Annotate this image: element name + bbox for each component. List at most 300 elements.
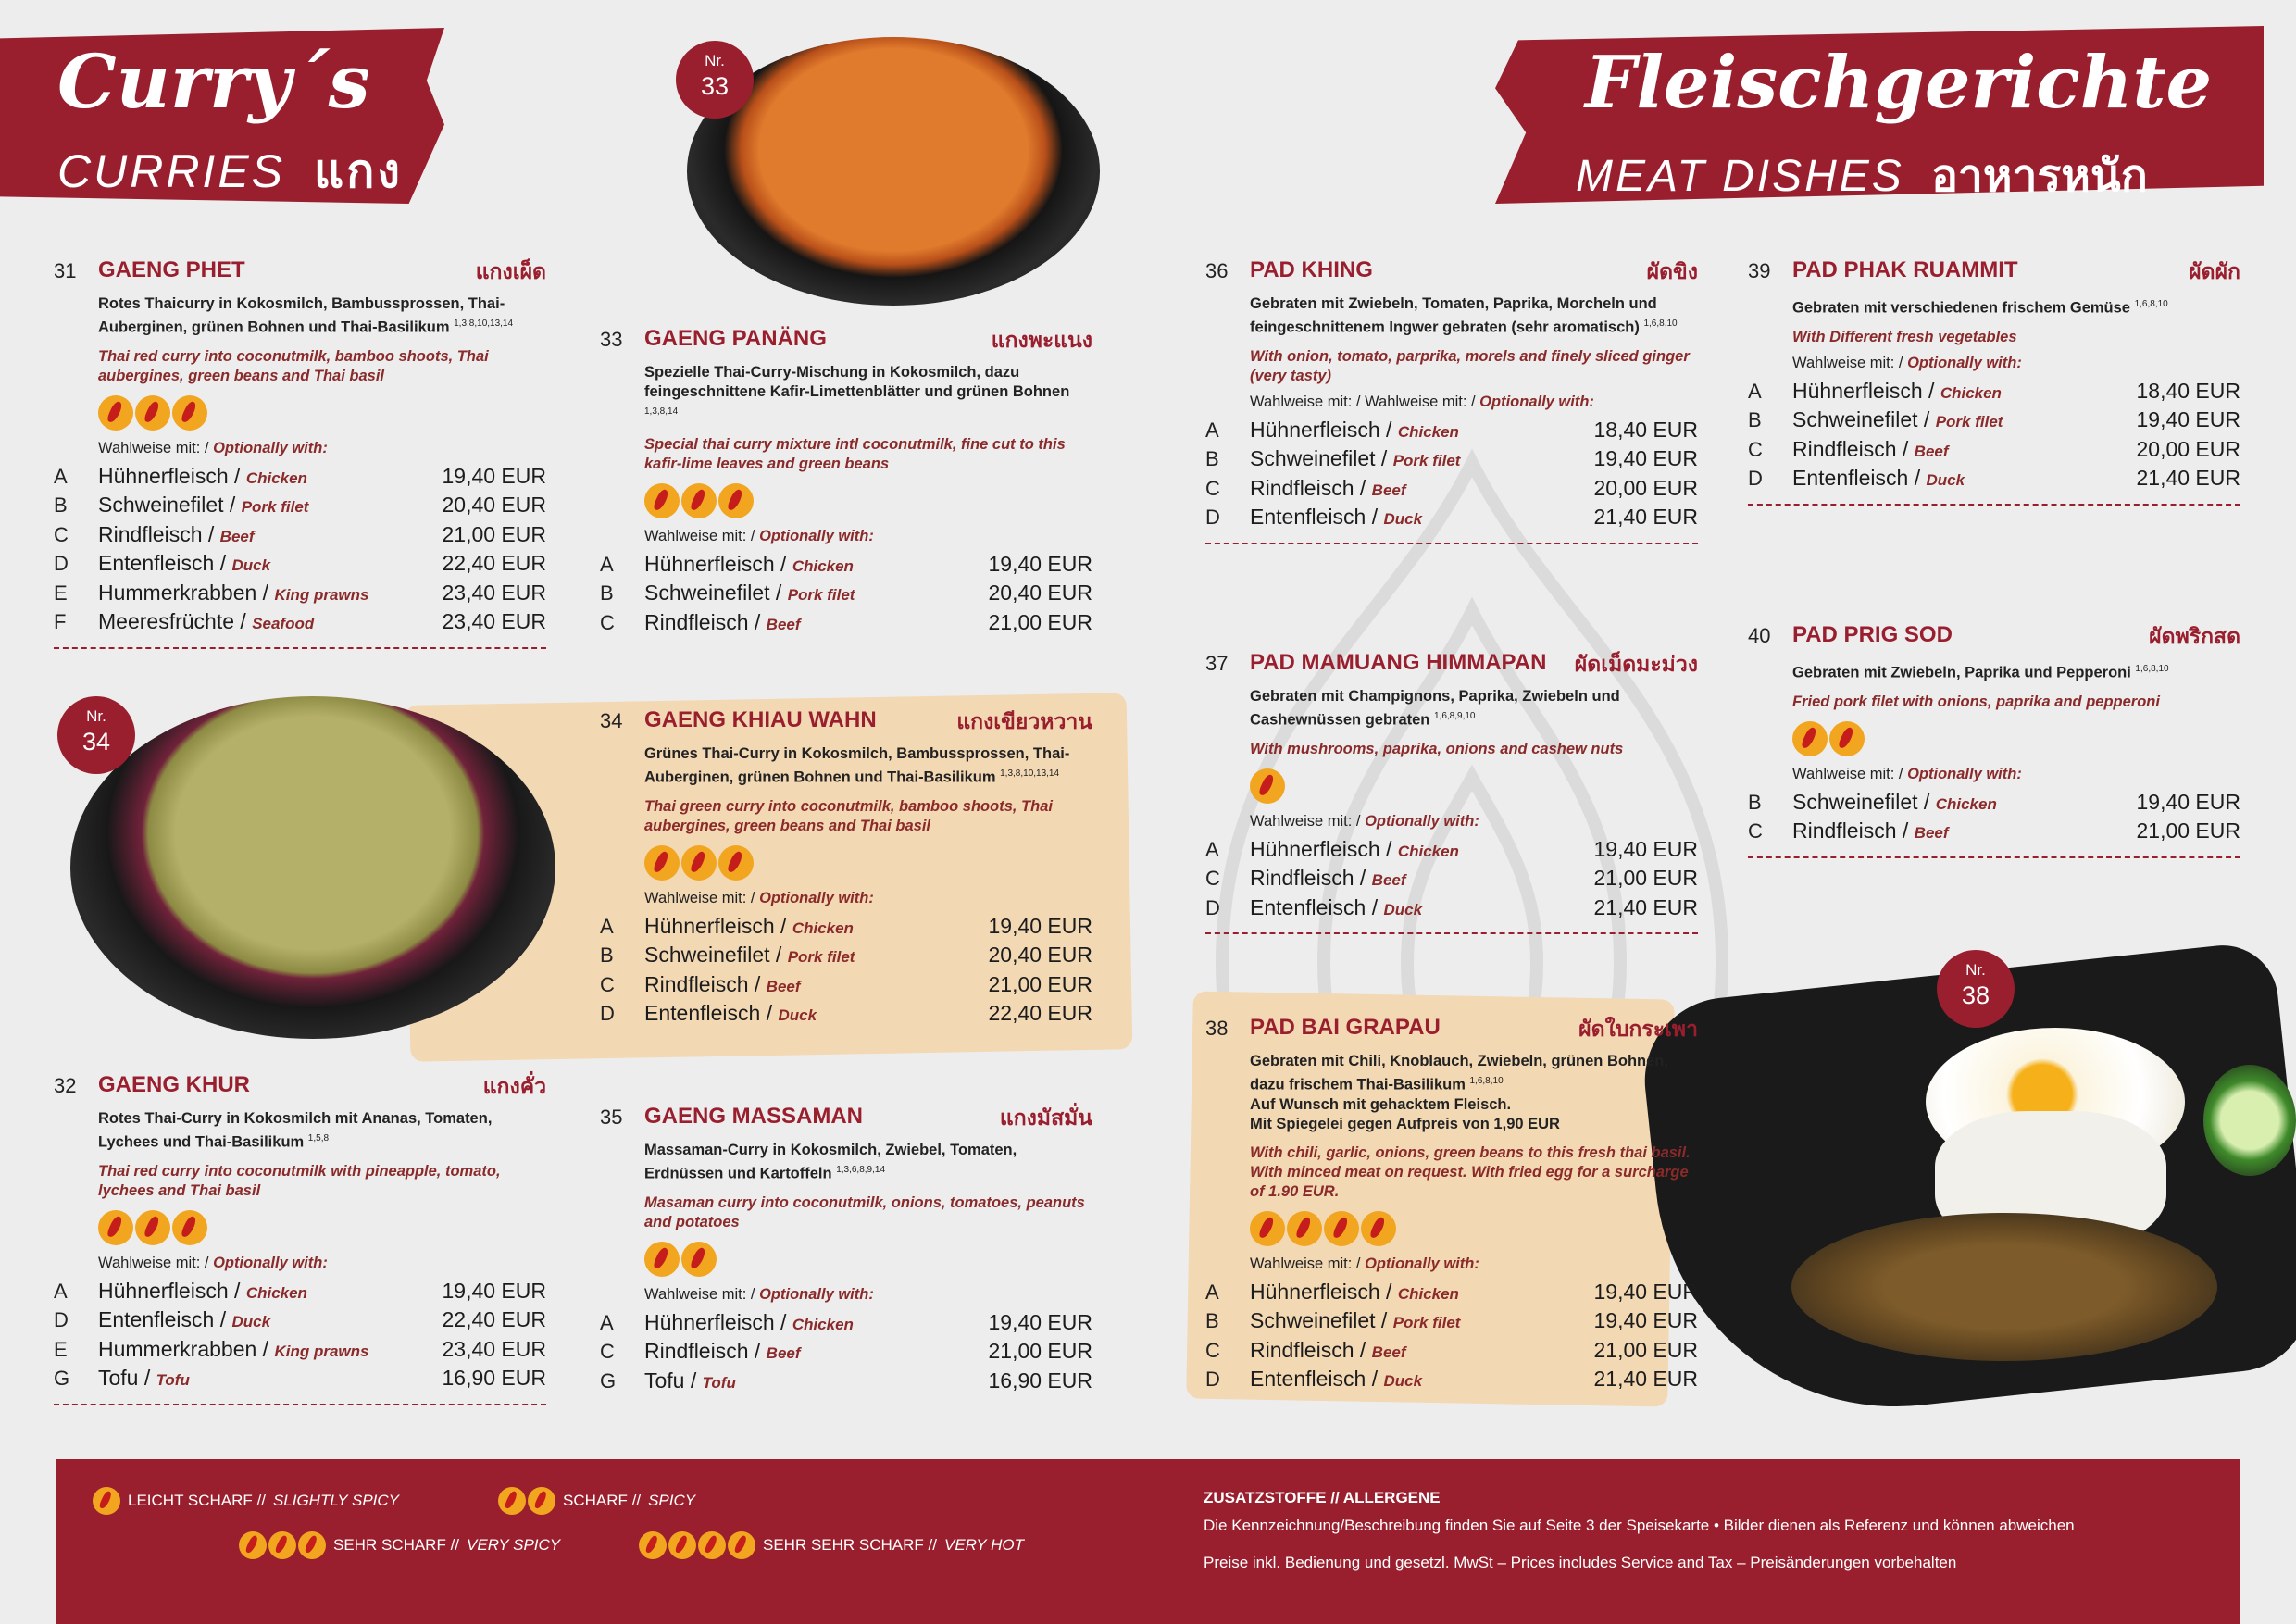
chili-icon bbox=[98, 395, 133, 431]
dish-description-de bbox=[1250, 294, 1698, 338]
dish-description-de bbox=[644, 744, 1092, 788]
price-row bbox=[1748, 816, 2240, 845]
option-price: 20,40 EUR bbox=[988, 581, 1092, 605]
option-letter: A bbox=[54, 1279, 68, 1303]
option-meat-en: Chicken bbox=[1940, 383, 2002, 402]
option-price: 19,40 EUR bbox=[2136, 789, 2240, 814]
price-row bbox=[600, 940, 1092, 969]
option-meat-en: Chicken bbox=[1935, 794, 1997, 813]
option-letter: A bbox=[1748, 379, 1762, 403]
options-label-en: Optionally with: bbox=[1365, 812, 1479, 830]
options-label bbox=[98, 1255, 546, 1272]
dish-description-en: Thai red curry into coconutmilk with pineapple, tomato, lychees and Thai basil bbox=[98, 1162, 501, 1199]
option-meat-en: Beef bbox=[766, 977, 801, 995]
dish-name: PAD KHING bbox=[1250, 257, 1373, 282]
price-list bbox=[600, 549, 1092, 637]
option-meat-de: Schweinefilet bbox=[1792, 407, 1918, 431]
option-meat: Entenfleisch / Duck bbox=[1250, 505, 1423, 529]
price-row bbox=[54, 548, 546, 578]
option-price: 21,00 EUR bbox=[1593, 866, 1698, 890]
dish-header bbox=[54, 1070, 546, 1104]
option-letter: A bbox=[54, 464, 68, 488]
option-letter: F bbox=[54, 610, 67, 633]
price-list bbox=[1748, 787, 2240, 845]
allergen-text: Die Kennzeichnung/Beschreibung finden Sie auf Seite 3 der Speisekarte • Bilder dienen als Referenz und können abweichen bbox=[1204, 1517, 2075, 1534]
option-meat-de: Hühnerfleisch bbox=[644, 551, 775, 576]
price-list bbox=[1205, 834, 1698, 922]
footer-bar bbox=[56, 1459, 2240, 1624]
option-price: 21,00 EUR bbox=[442, 521, 546, 546]
price-row bbox=[600, 607, 1092, 637]
option-meat-de: Entenfleisch bbox=[1250, 505, 1366, 529]
dish-header bbox=[600, 324, 1092, 357]
option-meat: Schweinefilet / Pork filet bbox=[644, 581, 855, 605]
options-label-de: Wahlweise mit: / Wahlweise mit: / bbox=[1250, 393, 1480, 410]
description-text: Gebraten mit Zwiebeln, Paprika und Pepperoni bbox=[1792, 664, 2131, 681]
dish-38 bbox=[1205, 1013, 1698, 1393]
chili-icon bbox=[1287, 1211, 1322, 1246]
allergen-codes: 1,6,8,10 bbox=[1643, 319, 1678, 329]
dish-thai-name: แกงเขียวหวาน bbox=[956, 710, 1092, 734]
option-meat: Entenfleisch / Duck bbox=[1250, 894, 1423, 919]
chili-icon bbox=[498, 1487, 526, 1515]
dish-thai-name: แกงมัสมั่น bbox=[999, 1106, 1092, 1131]
allergen-codes: 1,3,6,8,9,14 bbox=[836, 1165, 886, 1175]
dish-description-en: With chili, garlic, onions, green beans to this fresh thai basil. With minced meat on request. With fried egg for a surcharge of 1.90 EUR. bbox=[1250, 1143, 1691, 1200]
dish-description-en: Thai green curry into coconutmilk, bamboo shoots, Thai aubergines, green beans and Thai basil bbox=[644, 797, 1053, 834]
option-price: 19,40 EUR bbox=[988, 1309, 1092, 1334]
price-row bbox=[1748, 463, 2240, 493]
option-meat: Hühnerfleisch / Chicken bbox=[644, 1309, 854, 1334]
badge-label: Nr. bbox=[86, 707, 106, 725]
option-price: 20,40 EUR bbox=[988, 943, 1092, 967]
meat-dishes-subtitle-th: อาหารหนัก bbox=[1931, 150, 2148, 202]
option-meat-de: Tofu bbox=[644, 1368, 685, 1393]
dish-34 bbox=[600, 706, 1092, 1028]
dish-number: 39 bbox=[1748, 259, 1771, 282]
option-meat: Tofu / Tofu bbox=[644, 1368, 736, 1393]
legend-label-en: SLIGHTLY SPICY bbox=[272, 1492, 400, 1509]
option-price: 21,00 EUR bbox=[2136, 818, 2240, 843]
options-label-de: Wahlweise mit: / bbox=[1250, 812, 1366, 830]
option-price: 16,90 EUR bbox=[442, 1366, 546, 1390]
allergen-codes: 1,6,8,9,10 bbox=[1433, 711, 1476, 721]
spice-level bbox=[1250, 768, 1698, 806]
chili-icon bbox=[644, 845, 680, 881]
option-price: 19,40 EUR bbox=[1593, 1279, 1698, 1304]
option-letter: B bbox=[54, 493, 68, 517]
dish-36 bbox=[1205, 256, 1698, 544]
option-meat-en: Chicken bbox=[1397, 1284, 1459, 1303]
options-label-en: Optionally with: bbox=[213, 439, 328, 456]
meat-dishes-title: Fleischgerichte bbox=[1585, 41, 2213, 125]
options-label-en: Optionally with: bbox=[759, 889, 874, 906]
option-meat-en: Duck bbox=[778, 1006, 817, 1024]
badge-nr-34 bbox=[57, 696, 135, 774]
badge-label: Nr. bbox=[1965, 961, 1986, 979]
dish-number: 32 bbox=[54, 1074, 77, 1097]
chili-icon bbox=[172, 395, 207, 431]
dish-header bbox=[600, 706, 1092, 739]
description-text: Grünes Thai-Curry in Kokosmilch, Bambussprossen, Thai-Auberginen, grünen Bohnen und Thai-Basilikum bbox=[644, 745, 1070, 786]
dish-description-de bbox=[1792, 659, 2240, 683]
option-letter: B bbox=[600, 943, 614, 967]
option-meat: Rindfleisch / Beef bbox=[1250, 866, 1406, 890]
option-meat-en: Duck bbox=[1383, 1372, 1423, 1390]
legend-chilis bbox=[639, 1531, 755, 1559]
spice-level bbox=[1250, 1211, 1698, 1248]
dish-thai-name: แกงพะแนง bbox=[991, 329, 1092, 353]
dish-number: 36 bbox=[1205, 259, 1229, 282]
allergen-codes: 1,6,8,10 bbox=[2134, 299, 2168, 309]
badge-number: 38 bbox=[1961, 981, 1990, 1009]
legend-label-de: LEICHT SCHARF // bbox=[128, 1492, 266, 1509]
option-meat-de: Rindfleisch bbox=[1792, 436, 1897, 461]
option-meat-en: Chicken bbox=[245, 468, 307, 487]
option-letter: B bbox=[1205, 1309, 1219, 1332]
option-price: 20,40 EUR bbox=[442, 493, 546, 517]
options-label bbox=[1792, 355, 2240, 372]
options-label bbox=[1250, 394, 1698, 411]
option-meat-en: Beef bbox=[766, 615, 801, 633]
option-price: 19,40 EUR bbox=[1593, 446, 1698, 470]
option-letter: D bbox=[1205, 506, 1220, 529]
badge-number: 33 bbox=[700, 72, 730, 100]
spice-level bbox=[98, 395, 546, 432]
price-row bbox=[54, 1305, 546, 1334]
price-row bbox=[54, 606, 546, 636]
chili-icon bbox=[268, 1531, 296, 1559]
description-text: Rotes Thai-Curry in Kokosmilch mit Ananas, Tomaten, Lychees und Thai-Basilikum bbox=[98, 1110, 493, 1151]
option-meat-de: Rindfleisch bbox=[98, 521, 203, 546]
option-meat-en: Duck bbox=[1926, 471, 1965, 489]
option-meat: Schweinefilet / Chicken bbox=[1792, 789, 1997, 814]
option-meat-en: Beef bbox=[766, 1344, 801, 1362]
dish-number: 31 bbox=[54, 259, 77, 282]
chili-icon bbox=[1250, 1211, 1285, 1246]
price-row bbox=[54, 461, 546, 491]
option-price: 21,00 EUR bbox=[1593, 1337, 1698, 1362]
option-meat: Hühnerfleisch / Chicken bbox=[98, 1278, 307, 1303]
option-meat-en: Beef bbox=[1914, 824, 1949, 842]
option-letter: E bbox=[54, 1337, 68, 1361]
option-meat-de: Hühnerfleisch bbox=[1250, 836, 1380, 861]
option-meat-en: Chicken bbox=[792, 556, 854, 575]
option-price: 18,40 EUR bbox=[2136, 378, 2240, 403]
chili-icon bbox=[93, 1487, 120, 1515]
options-label bbox=[644, 528, 1092, 545]
spice-level bbox=[644, 845, 1092, 882]
option-meat: Hühnerfleisch / Chicken bbox=[1250, 836, 1459, 861]
badge-number: 34 bbox=[81, 728, 111, 756]
price-row bbox=[54, 578, 546, 607]
option-meat-en: Beef bbox=[1371, 481, 1406, 499]
chili-icon bbox=[698, 1531, 726, 1559]
option-price: 19,40 EUR bbox=[1593, 1308, 1698, 1332]
option-meat-de: Meeresfrüchte bbox=[98, 609, 235, 633]
meat-dishes-subtitle-en: MEAT DISHES bbox=[1576, 152, 1904, 201]
chili-icon bbox=[644, 1242, 680, 1277]
chili-icon bbox=[668, 1531, 696, 1559]
option-meat: Hühnerfleisch / Chicken bbox=[644, 551, 854, 576]
curries-subtitle-th: แกง bbox=[313, 144, 403, 198]
option-meat: Schweinefilet / Pork filet bbox=[1250, 1308, 1461, 1332]
dish-thai-name: ผัดขิง bbox=[1646, 260, 1698, 284]
option-meat: Rindfleisch / Beef bbox=[98, 521, 255, 546]
price-row bbox=[54, 1276, 546, 1305]
option-meat: Hühnerfleisch / Chicken bbox=[1792, 378, 2002, 403]
option-letter: D bbox=[1205, 895, 1220, 919]
price-row bbox=[600, 969, 1092, 999]
options-label-en: Optionally with: bbox=[1365, 1255, 1479, 1272]
price-row bbox=[1205, 502, 1698, 531]
option-price: 21,40 EUR bbox=[1593, 894, 1698, 919]
option-letter: E bbox=[54, 581, 68, 605]
allergen-codes: 1,5,8 bbox=[307, 1133, 330, 1143]
dish-name: GAENG PHET bbox=[98, 257, 245, 282]
price-row bbox=[1205, 443, 1698, 473]
dish-thai-name: ผัดใบกระเพา bbox=[1578, 1018, 1698, 1042]
option-meat: Schweinefilet / Pork filet bbox=[644, 943, 855, 967]
option-letter: D bbox=[54, 1308, 69, 1331]
allergen-codes: 1,3,8,10,13,14 bbox=[1000, 768, 1060, 779]
option-meat-de: Hummerkrabben bbox=[98, 580, 257, 605]
dish-header bbox=[600, 1102, 1092, 1135]
price-list bbox=[1205, 415, 1698, 531]
option-meat-en: Duck bbox=[1383, 510, 1423, 528]
option-price: 18,40 EUR bbox=[1593, 417, 1698, 442]
option-meat-de: Hühnerfleisch bbox=[1792, 378, 1923, 403]
option-price: 19,40 EUR bbox=[988, 913, 1092, 938]
option-meat-en: Chicken bbox=[792, 918, 854, 937]
option-meat-en: Pork filet bbox=[1392, 452, 1461, 469]
section-divider bbox=[1205, 543, 1698, 544]
options-label-de: Wahlweise mit: / bbox=[644, 889, 760, 906]
legend-label-de: SCHARF // bbox=[563, 1492, 642, 1509]
option-meat-de: Entenfleisch bbox=[98, 551, 215, 575]
spice-level bbox=[98, 1210, 546, 1247]
option-meat-de: Hühnerfleisch bbox=[1250, 1279, 1380, 1304]
option-price: 23,40 EUR bbox=[442, 580, 546, 605]
chili-icon bbox=[1829, 721, 1865, 756]
option-meat-de: Rindfleisch bbox=[1250, 866, 1354, 890]
options-label-de: Wahlweise mit: / bbox=[98, 1254, 214, 1271]
option-meat-en: Pork filet bbox=[1935, 413, 2003, 431]
price-row bbox=[54, 490, 546, 519]
curries-title: Curry´s bbox=[57, 38, 370, 125]
option-meat-de: Entenfleisch bbox=[98, 1307, 215, 1331]
dish-thai-name: ผัดผัก bbox=[2189, 260, 2240, 284]
chili-icon bbox=[135, 395, 170, 431]
photo-cucumber bbox=[2203, 1065, 2296, 1176]
option-meat-de: Rindfleisch bbox=[1792, 818, 1897, 843]
options-label-en: Optionally with: bbox=[1479, 393, 1594, 410]
option-letter: A bbox=[1205, 837, 1219, 861]
option-meat: Hühnerfleisch / Chicken bbox=[98, 463, 307, 488]
dish-description-en: With mushrooms, paprika, onions and cashew nuts bbox=[1250, 740, 1624, 757]
description-text: Gebraten mit verschiedenen frischem Gemüse bbox=[1792, 299, 2130, 317]
chili-icon bbox=[718, 483, 754, 518]
option-meat-en: King prawns bbox=[274, 585, 369, 604]
description-text-2: Auf Wunsch mit gehacktem Fleisch. bbox=[1250, 1095, 1512, 1113]
option-price: 21,40 EUR bbox=[2136, 466, 2240, 490]
chili-icon bbox=[681, 483, 717, 518]
option-meat-de: Entenfleisch bbox=[1250, 1367, 1366, 1391]
options-label bbox=[644, 890, 1092, 907]
price-row bbox=[1205, 1305, 1698, 1335]
option-meat: Schweinefilet / Pork filet bbox=[1792, 407, 2003, 431]
dish-description-en: With onion, tomato, parprika, morels and finely sliced ginger (very tasty) bbox=[1250, 347, 1690, 384]
option-meat-de: Schweinefilet bbox=[98, 493, 224, 517]
options-label-de: Wahlweise mit: / bbox=[1792, 765, 1908, 782]
spice-level bbox=[644, 1242, 1092, 1279]
option-price: 21,00 EUR bbox=[988, 971, 1092, 996]
option-meat: Tofu / Tofu bbox=[98, 1366, 190, 1390]
option-meat: Schweinefilet / Pork filet bbox=[1250, 446, 1461, 470]
dish-name: GAENG PANÄNG bbox=[644, 326, 827, 351]
option-price: 23,40 EUR bbox=[442, 609, 546, 633]
price-row bbox=[1205, 863, 1698, 893]
option-price: 19,40 EUR bbox=[988, 551, 1092, 576]
option-meat-de: Rindfleisch bbox=[644, 971, 749, 996]
option-meat-en: Beef bbox=[1371, 1343, 1406, 1361]
options-label bbox=[1250, 813, 1698, 831]
option-meat-de: Hühnerfleisch bbox=[98, 463, 229, 488]
dish-header bbox=[1748, 256, 2240, 289]
option-letter: D bbox=[600, 1002, 615, 1025]
option-meat-de: Schweinefilet bbox=[1250, 446, 1376, 470]
options-label-de: Wahlweise mit: / bbox=[1792, 354, 1908, 371]
allergen-codes: 1,3,8,10,13,14 bbox=[454, 319, 514, 329]
option-meat: Schweinefilet / Pork filet bbox=[98, 493, 309, 517]
option-price: 19,40 EUR bbox=[1593, 836, 1698, 861]
option-meat-de: Schweinefilet bbox=[1250, 1308, 1376, 1332]
option-letter: C bbox=[600, 610, 615, 634]
dish-description-de bbox=[98, 1109, 546, 1153]
allergen-codes: 1,6,8,10 bbox=[1469, 1076, 1504, 1086]
legend-label-de: SEHR SEHR SCHARF // bbox=[763, 1536, 937, 1554]
option-meat-en: Chicken bbox=[245, 1283, 307, 1302]
options-label-de: Wahlweise mit: / bbox=[644, 527, 760, 544]
options-label bbox=[98, 440, 546, 457]
dish-name: PAD PRIG SOD bbox=[1792, 622, 1953, 647]
options-label-en: Optionally with: bbox=[759, 527, 874, 544]
option-meat-de: Rindfleisch bbox=[644, 1339, 749, 1363]
dish-header bbox=[54, 256, 546, 289]
option-meat-de: Tofu bbox=[98, 1366, 139, 1390]
option-meat: Hühnerfleisch / Chicken bbox=[644, 913, 854, 938]
chili-icon bbox=[98, 1210, 133, 1245]
price-row bbox=[1205, 473, 1698, 503]
price-row bbox=[1205, 1364, 1698, 1393]
option-price: 22,40 EUR bbox=[442, 551, 546, 575]
legend-chilis bbox=[498, 1487, 555, 1515]
curries-subtitle-en: CURRIES bbox=[57, 145, 286, 197]
chili-icon bbox=[681, 1242, 717, 1277]
dish-thai-name: แกงเผ็ด bbox=[475, 260, 546, 284]
section-divider bbox=[54, 647, 546, 649]
allergen-codes: 1,6,8,10 bbox=[2135, 664, 2169, 674]
chili-icon bbox=[1792, 721, 1828, 756]
option-letter: B bbox=[600, 581, 614, 605]
option-meat-de: Entenfleisch bbox=[644, 1001, 761, 1025]
option-letter: D bbox=[54, 552, 69, 575]
price-row bbox=[1748, 376, 2240, 406]
dish-40 bbox=[1748, 620, 2240, 858]
chili-icon bbox=[681, 845, 717, 881]
dish-header bbox=[1205, 1013, 1698, 1046]
option-meat-en: Pork filet bbox=[787, 586, 855, 604]
dish-description-de bbox=[1250, 1052, 1698, 1134]
price-list bbox=[54, 1276, 546, 1393]
option-meat-en: Chicken bbox=[792, 1315, 854, 1333]
badge-nr-38 bbox=[1937, 950, 2015, 1028]
chili-icon bbox=[135, 1210, 170, 1245]
section-divider bbox=[1748, 856, 2240, 858]
description-text: Massaman-Curry in Kokosmilch, Zwiebel, Tomaten, Erdnüssen und Kartoffeln bbox=[644, 1142, 1017, 1182]
legend-chilis bbox=[93, 1487, 120, 1515]
price-row bbox=[600, 911, 1092, 941]
dish-description-de bbox=[644, 363, 1092, 426]
dish-description-en: Masaman curry into coconutmilk, onions, tomatoes, peanuts and potatoes bbox=[644, 1193, 1085, 1230]
dish-name: PAD MAMUANG HIMMAPAN bbox=[1250, 650, 1547, 675]
price-row bbox=[1205, 1335, 1698, 1365]
option-meat-en: Beef bbox=[219, 527, 255, 545]
description-text: Gebraten mit Champignons, Paprika, Zwiebeln und Cashewnüssen gebraten bbox=[1250, 688, 1620, 729]
option-meat-en: Pork filet bbox=[241, 498, 309, 516]
section-divider bbox=[1205, 932, 1698, 934]
option-letter: C bbox=[600, 972, 615, 996]
option-letter: C bbox=[1205, 867, 1220, 890]
dish-31 bbox=[54, 256, 546, 649]
option-meat: Hummerkrabben / King prawns bbox=[98, 580, 369, 605]
options-label-de: Wahlweise mit: / bbox=[1250, 1255, 1366, 1272]
option-meat-en: Beef bbox=[1914, 442, 1949, 460]
option-meat-en: Chicken bbox=[1397, 842, 1459, 860]
option-meat-de: Schweinefilet bbox=[644, 943, 770, 967]
dish-name: GAENG KHIAU WAHN bbox=[644, 707, 877, 732]
price-list bbox=[600, 1307, 1092, 1395]
dish-number: 38 bbox=[1205, 1017, 1229, 1040]
legend-label-de: SEHR SCHARF // bbox=[333, 1536, 460, 1554]
option-meat-en: Pork filet bbox=[1392, 1314, 1461, 1331]
option-meat-en: Tofu bbox=[702, 1373, 736, 1392]
price-row bbox=[600, 1307, 1092, 1337]
option-meat-de: Rindfleisch bbox=[1250, 475, 1354, 500]
option-letter: C bbox=[1748, 819, 1763, 843]
dish-description-en: Special thai curry mixture intl coconutmilk, fine cut to this kafir-lime leaves and green beans bbox=[644, 435, 1066, 472]
photo-gaeng-khiau-wahn bbox=[70, 696, 555, 1039]
section-divider bbox=[54, 1404, 546, 1405]
option-meat: Entenfleisch / Duck bbox=[1792, 466, 1965, 490]
legend-label-en: VERY HOT bbox=[943, 1536, 1024, 1554]
option-letter: A bbox=[600, 914, 614, 938]
allergen-title: ZUSATZSTOFFE // ALLERGENE bbox=[1204, 1489, 1441, 1506]
legend-label-en: SPICY bbox=[648, 1492, 696, 1509]
option-meat: Rindfleisch / Beef bbox=[644, 609, 801, 634]
price-row bbox=[600, 549, 1092, 579]
option-price: 21,00 EUR bbox=[988, 1339, 1092, 1363]
price-row bbox=[54, 1363, 546, 1393]
option-letter: A bbox=[600, 1310, 614, 1334]
options-label-en: Optionally with: bbox=[213, 1254, 328, 1271]
price-list bbox=[54, 461, 546, 636]
curries-subtitle bbox=[57, 135, 403, 208]
chili-icon bbox=[172, 1210, 207, 1245]
price-row bbox=[1748, 405, 2240, 434]
option-meat-de: Rindfleisch bbox=[644, 609, 749, 634]
option-meat-en: Tofu bbox=[156, 1371, 190, 1389]
